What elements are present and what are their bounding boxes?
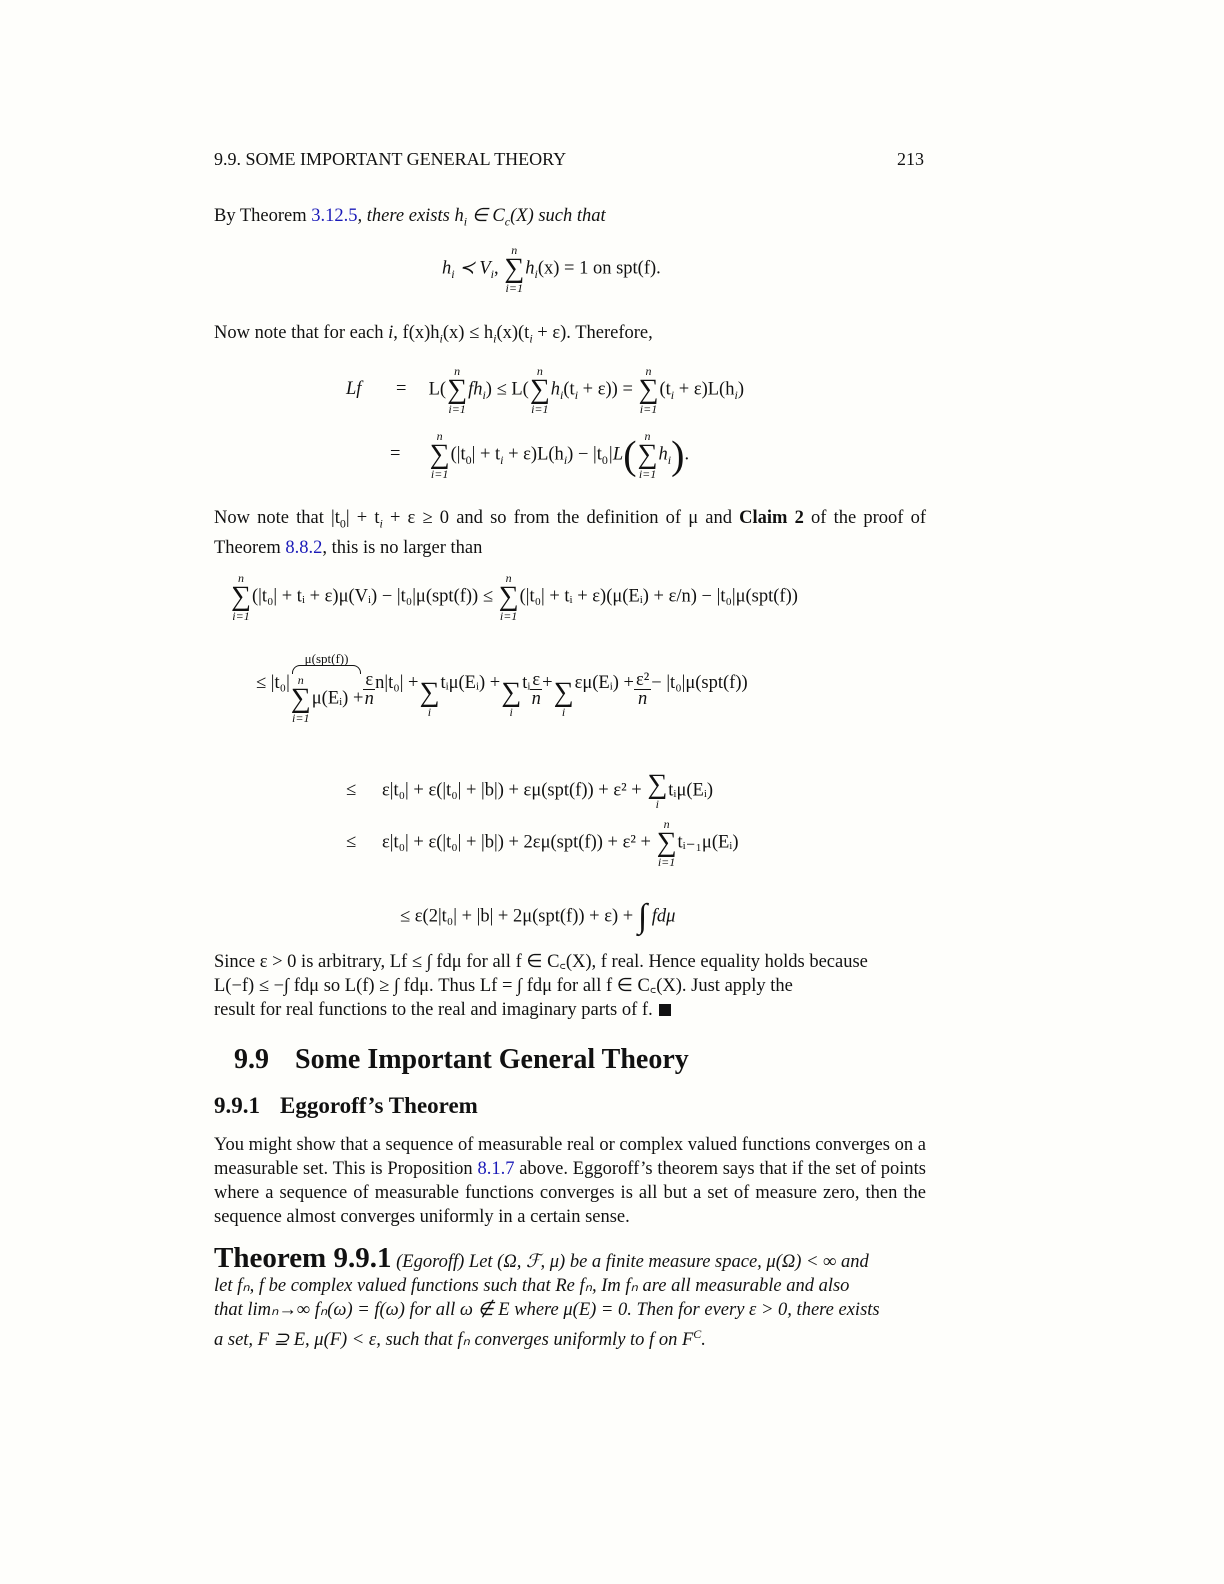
subsection-heading [214, 1093, 478, 1119]
equation-lf-row1: Lf = L( n ∑ i=1 $fh_i) \le L$( n ∑ i=1 $h_i(t_i + \varepsilon)$) = n ∑ i=1 $(t_i + \varepsilon)L(h_i)$ [346, 364, 744, 416]
qed-symbol [659, 1004, 671, 1016]
text: By Theorem [214, 206, 312, 226]
text: , [494, 258, 504, 279]
underbrace-group: μ(spt(f)) n ∑ i=1 μ(Eᵢ) + [290, 651, 364, 725]
paragraph-conclusion [214, 950, 926, 1022]
text: , there exists h [357, 206, 464, 226]
subsection-number: 9.9.1 [214, 1093, 260, 1118]
theorem-line: let fₙ, f be complex valued functions such that Re fₙ, Im fₙ are all measurable and also [214, 1276, 850, 1296]
text: ∈ C [467, 206, 505, 226]
text: (x) = 1 on spt(f). [537, 258, 661, 279]
theorem-attribution: (Egoroff) [396, 1252, 465, 1272]
link-theorem-8-8-2[interactable]: 8.8.2 [285, 537, 323, 558]
equation-bound: n ∑ i=1 (|t₀| + tᵢ + ε)μ(Vᵢ) − |t₀|μ(spt(f)) ≤ n ∑ i=1 (|t₀| + tᵢ + ε)(μ(Eᵢ) + ε/n) − |t₀|μ(spt(f)) [231, 571, 798, 623]
text: (X) such that [510, 206, 606, 226]
text: h [442, 258, 452, 279]
text: h [525, 258, 535, 279]
equation-bound-row1: ≤ ε|t₀| + ε(|t₀| + |b|) + εμ(spt(f)) + ε² + ∑ i tᵢμ(Eᵢ) [346, 769, 714, 811]
link-proposition-8-1-7[interactable]: 8.1.7 [477, 1159, 515, 1179]
running-header-title: 9.9. SOME IMPORTANT GENERAL THEORY [214, 149, 567, 169]
section-number: 9.9 [234, 1044, 269, 1075]
page-number: 213 [897, 149, 924, 169]
link-theorem-3-12-5[interactable]: 3.12.5 [311, 206, 358, 226]
equation-partition-of-unity: $h_i$ ≺ $V_i$, n ∑ i=1 $h_i(x) = 1$ on spt(f). [442, 243, 661, 295]
equation-expanded: ≤ |t₀| μ(spt(f)) n ∑ i=1 μ(Eᵢ) + $\frac{\varepsilon}{n}$ n|t₀| + ∑ i tᵢμ(Eᵢ) + ∑ i tᵢ $\frac{\varepsilon}{n}$ + ∑ i εμ(Eᵢ) + $\frac{\text{ε²}}{n}$ − |t₀|μ(spt(f)) [256, 651, 748, 725]
theorem-line: a set, F ⊇ E, μ(F) < ε, such that fₙ converges uniformly to f on F [214, 1330, 694, 1351]
theorem-line: that limₙ→∞ fₙ(ω) = f(ω) for all ω ∉ E where μ(E) = 0. Then for every ε > 0, there exists [214, 1300, 880, 1320]
section-heading [234, 1044, 689, 1076]
equation-bound-row2: ≤ ε|t₀| + ε(|t₀| + |b|) + 2εμ(spt(f)) + ε² + n ∑ i=1 tᵢ₋₁μ(Eᵢ) [346, 817, 739, 869]
integral-sign: ∫ [637, 898, 648, 935]
paragraph-inequality: Now note that for each i, $f(x)h_i(x) \le h_i(x)(t_i + \varepsilon)$. Therefore, [214, 323, 653, 346]
text: ≺ V [454, 258, 491, 279]
text-line: Since ε > 0 is arbitrary, Lf ≤ ∫ fdμ for all f ∈ C꜀(X), f real. Hence equality holds because [214, 952, 868, 972]
text-line: L(−f) ≤ −∫ fdμ so L(f) ≥ ∫ fdμ. Thus Lf = ∫ fdμ for all f ∈ C꜀(X). Just apply the [214, 976, 793, 996]
theorem-label: Theorem 9.9.1 [214, 1242, 392, 1274]
summation: n ∑ i=1 [504, 243, 525, 295]
claim-bold: Claim 2 [739, 508, 804, 528]
paragraph-claim: Now note that $|t_0| + t_i + \varepsilon \ge 0$ and so from the definition of μ and Claim 2 of the proof of Theorem 8.8.2, this is no larger than [214, 508, 926, 558]
subsection-title: Eggoroff’s Theorem [280, 1093, 478, 1118]
equation-final-bound: ≤ ε(2|t₀| + |b| + 2μ(spt(f)) + ε) + ∫ fdμ [400, 898, 676, 935]
equation-lf-row2: = n ∑ i=1 $(|t_0| + t_i + \varepsilon)L(h_i) - |t_0|L$( n ∑ i=1 $h_i$). [390, 429, 690, 481]
paragraph-theorem-ref: By Theorem 3.12.5, there exists $h_i$ ∈ $C_c(X)$ such that [214, 206, 606, 229]
theorem-egoroff: Theorem 9.9.1 (Egoroff) Let (Ω, ℱ, μ) be a finite measure space, μ(Ω) < ∞ and let fₙ, f be complex valued functions such that Re fₙ, Im fₙ are all measurable and also that limₙ→∞ fₙ(ω) = f(ω) for all ω ∉ E where μ(E) = 0. Then for every ε > 0, there exists a set, F ⊇ E, μ(F) < ε, such that fₙ converges uniformly to f on $F^C$. [214, 1246, 926, 1352]
paragraph-intro-eggoroff: You might show that a sequence of measurable real or complex valued functions converges on a measurable set. This is Proposition 8.1.7 above. Eggoroff’s theorem says that if the set of points where a sequence of measurable functions converges is all but a set of measure zero, then the sequence almost converges uniformly in a certain sense. [214, 1135, 927, 1227]
section-title: Some Important General Theory [295, 1044, 689, 1075]
text-line: result for real functions to the real and imaginary parts of f. [214, 1000, 653, 1020]
